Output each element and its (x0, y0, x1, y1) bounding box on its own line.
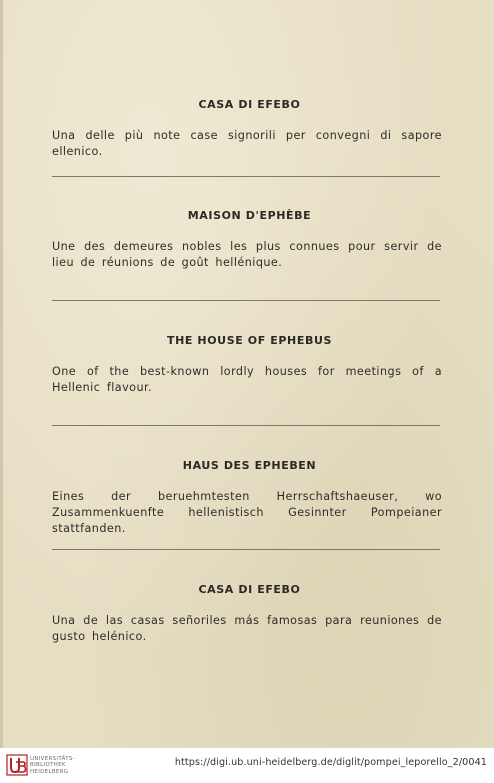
divider-rule (52, 300, 440, 301)
section-text: One of the best-known lordly houses for meetings of a Hellenic flavour. (52, 365, 442, 394)
section-heading: CASA DI EFEBO (198, 98, 301, 111)
section-heading: HAUS DES EPHEBEN (182, 459, 317, 472)
section-heading: CASA DI EFEBO (198, 583, 301, 596)
section-french (52, 209, 442, 271)
divider-rule (52, 425, 440, 426)
section-heading: THE HOUSE OF EPHEBUS (166, 334, 333, 347)
library-name-line: HEIDELBERG (30, 768, 69, 775)
section-heading: MAISON D'EPHÈBE (187, 209, 312, 222)
footer-bar (0, 748, 494, 783)
section-english (52, 334, 442, 396)
page-edge (0, 0, 3, 748)
library-name (30, 756, 75, 775)
source-url-link[interactable]: https://digi.ub.uni-heidelberg.de/diglit/pompei_leporello_2/0041 (174, 757, 487, 768)
section-italian (52, 98, 442, 160)
section-text: Una delle più note case signorili per convegni di sapore ellenico. (52, 129, 442, 158)
divider-rule (52, 549, 440, 550)
section-german (52, 459, 442, 537)
section-text: Eines der beruehmtesten Herrschaftshaeuser, wo Zusammenkuenfte hellenistisch Gesinnter Pompeianer stattfanden. (52, 490, 442, 535)
library-name-line: BIBLIOTHEK (30, 762, 66, 769)
divider-rule (52, 176, 440, 177)
section-text: Una de las casas señoriles más famosas para reuniones de gusto helénico. (52, 614, 442, 643)
section-spanish (52, 583, 442, 645)
library-name-line: UNIVERSITÄTS- (30, 756, 75, 762)
ub-heidelberg-logo-icon[interactable] (6, 754, 28, 776)
section-text: Une des demeures nobles les plus connues pour servir de lieu de réunions de goût hellénique. (52, 240, 442, 269)
